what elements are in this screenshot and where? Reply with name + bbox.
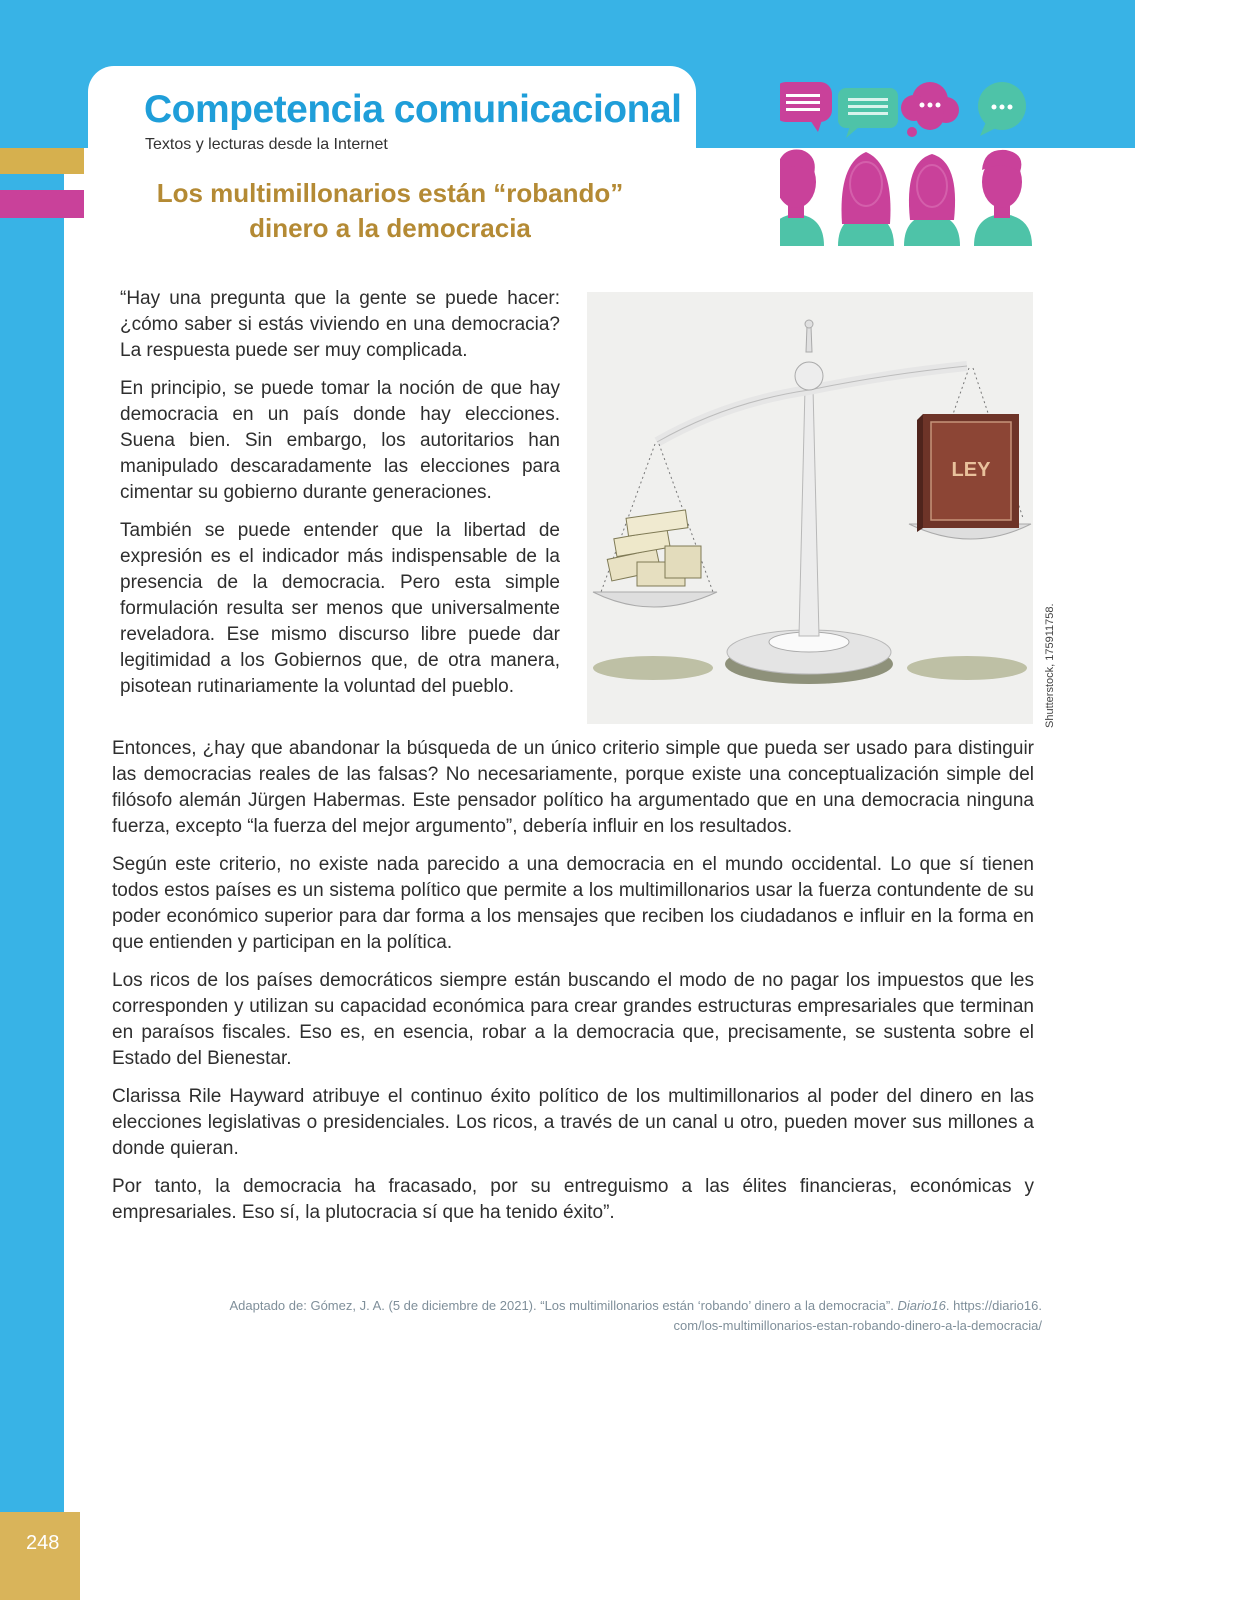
source-publication: Diario16 [897, 1298, 946, 1313]
left-band [0, 0, 64, 1600]
image-credit: Shutterstock, 175911758. [1044, 603, 1056, 728]
money-stack [607, 510, 701, 586]
article-title-line1: Los multimillonarios están “robando” [156, 178, 624, 208]
paragraph: Clarissa Rile Hayward atribuye el continuo éxito político de los multimillonarios al poder del dinero en las elecciones legislativas o presidenciales. Los ricos, a través de un canal u otro, pueden mover sus millones a donde quieran. [112, 1086, 1034, 1159]
person-icon [974, 150, 1032, 246]
source-citation [170, 1296, 1042, 1336]
scale-illustration [587, 292, 1033, 724]
magenta-stripe [0, 190, 84, 218]
speech-bubble-icon [901, 82, 959, 137]
law-book [917, 414, 1019, 532]
paragraph: Por tanto, la democracia ha fracasado, por su entreguismo a las élites financieras, económicas y empresariales. Eso sí, la plutocracia sí que ha tenido éxito”. [112, 1176, 1034, 1223]
page-number: 248 [26, 1532, 60, 1554]
article-column [120, 286, 560, 712]
paragraph: Según este criterio, no existe nada parecido a una democracia en el mundo occidental. Lo que sí tienen todos estos países es un sistema político que permite a los multimillonarios usar la fuerza contundente de su poder económico superior para dar forma a los mensajes que reciben los ciudadanos e influir en la forma en que entienden y participan en la política. [112, 854, 1034, 953]
justice-scale-image [587, 292, 1033, 724]
paragraph: Los ricos de los países democráticos siempre están buscando el modo de no pagar los impuestos que les corresponden y utilizan su capacidad económica para crear grandes estructuras empresariales que terminan en paraísos fiscales. Eso es, en esencia, robar a la democracia que, precisamente, se sustenta sobre el Estado del Bienestar. [112, 970, 1034, 1069]
speech-bubble-icon [780, 82, 832, 132]
people-chat-illustration [780, 74, 1060, 254]
article-title [150, 176, 630, 246]
source-line-1 [170, 1296, 1042, 1316]
person-icon [780, 149, 824, 246]
page-number-box [0, 1512, 80, 1600]
speech-bubble-icon [978, 82, 1026, 136]
book-label: LEY [951, 459, 991, 481]
speech-bubble-icon [838, 88, 898, 138]
source-url-part2[interactable]: com/los-multimillonarios-estan-robando-dinero-a-la-democracia/ [673, 1318, 1042, 1333]
person-icon [904, 154, 960, 246]
page-margin [1135, 0, 1236, 1600]
source-prefix: Adaptado de: Gómez, J. A. (5 de diciembre de 2021). “Los multimillonarios están ‘robando’ dinero a la democracia”. [229, 1298, 894, 1313]
section-subtitle: Textos y lecturas desde la Internet [145, 136, 388, 153]
paragraph: En principio, se puede tomar la noción de que hay democracia en un país donde hay elecciones. Suena bien. Sin embargo, los autoritarios han manipulado descaradamente las elecciones para cimentar su gobierno durante generaciones. [120, 378, 560, 503]
source-url-part1[interactable]: . https://diario16. [945, 1298, 1042, 1313]
article-body [112, 736, 1034, 1238]
person-icon [838, 152, 894, 246]
paragraph: “Hay una pregunta que la gente se puede hacer: ¿cómo saber si estás viviendo en una democracia? La respuesta puede ser muy complicada. [120, 288, 560, 361]
gold-stripe [0, 148, 84, 174]
section-title: Competencia comunicacional [144, 88, 682, 131]
article-title-line2: dinero a la democracia [249, 213, 531, 243]
paragraph: También se puede entender que la libertad de expresión es el indicador más indispensable de la presencia de la democracia. Pero esta simple formulación resulta ser menos que universalmente reveladora. Ese mismo discurso libre puede dar legitimidad a los Gobiernos que, de otra manera, pisotean rutinariamente la voluntad del pueblo. [120, 520, 560, 697]
paragraph: Entonces, ¿hay que abandonar la búsqueda de un único criterio simple que pueda ser usado para distinguir las democracias reales de las falsas? No necesariamente, porque existe una conceptualización simple del filósofo alemán Jürgen Habermas. Este pensador político ha argumentado que en una democracia ninguna fuerza, excepto “la fuerza del mejor argumento”, debería influir en los resultados. [112, 738, 1034, 837]
